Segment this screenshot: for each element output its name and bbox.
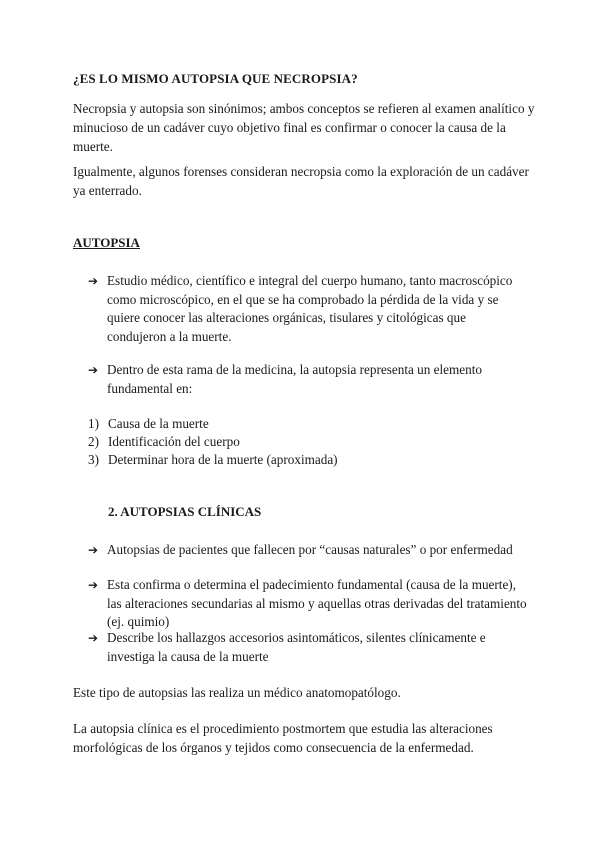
item-number: 2) — [88, 434, 99, 449]
item-number: 3) — [88, 452, 99, 467]
arrow-icon: ➔ — [88, 578, 99, 592]
bullet-text: Autopsias de pacientes que fallecen por “causas naturales” o por enfermedad — [107, 542, 513, 557]
arrow-icon: ➔ — [88, 543, 99, 557]
numbered-item — [88, 415, 209, 433]
item-text: Identificación del cuerpo — [108, 434, 240, 449]
bullet-text: Estudio médico, científico e integral del cuerpo humano, tanto macroscópico como microscópico, en el que se ha comprobado la pérdida de la vida y se quiere conocer las alteraciones orgánicas, tisulares y citológicas que condujeron a la muerte. — [107, 273, 513, 344]
numbered-item — [88, 451, 338, 469]
arrow-icon: ➔ — [88, 631, 99, 645]
intro-paragraph-1: Necropsia y autopsia son sinónimos; ambos conceptos se refieren al examen analítico y minucioso de un cadáver cuyo objetivo final es confirmar o conocer la causa de la muerte. — [73, 101, 535, 154]
clinicas-paragraph-2: La autopsia clínica es el procedimiento postmortem que estudia las alteraciones morfológicas de los órganos y tejidos como consecuencia de la enfermedad. — [73, 721, 493, 755]
numbered-item — [88, 433, 240, 451]
section-title-autopsia: AUTOPSIA — [73, 235, 140, 250]
bullet-item — [88, 272, 528, 346]
bullet-item — [88, 629, 528, 666]
item-text: Causa de la muerte — [108, 416, 209, 431]
clinicas-paragraph-1: Este tipo de autopsias las realiza un médico anatomopatólogo. — [73, 685, 401, 700]
intro-paragraph-2: Igualmente, algunos forenses consideran necropsia como la exploración de un cadáver ya enterrado. — [73, 164, 529, 198]
bullet-text: Dentro de esta rama de la medicina, la autopsia representa un elemento fundamental en: — [107, 362, 482, 396]
item-text: Determinar hora de la muerte (aproximada) — [108, 452, 338, 467]
bullet-text: Esta confirma o determina el padecimiento fundamental (causa de la muerte), las alteraciones secundarias al mismo y aquellas otras derivadas del tratamiento (ej. quimio) — [107, 577, 527, 629]
item-number: 1) — [88, 416, 99, 431]
bullet-text: Describe los hallazgos accesorios asintomáticos, silentes clínicamente e investiga la causa de la muerte — [107, 630, 486, 664]
section-title-clinicas: 2. AUTOPSIAS CLÍNICAS — [108, 504, 262, 519]
main-heading: ¿ES LO MISMO AUTOPSIA QUE NECROPSIA? — [73, 71, 358, 86]
bullet-item — [88, 541, 528, 560]
bullet-item — [88, 576, 528, 632]
bullet-item — [88, 361, 528, 398]
arrow-icon: ➔ — [88, 363, 99, 377]
arrow-icon: ➔ — [88, 274, 99, 288]
